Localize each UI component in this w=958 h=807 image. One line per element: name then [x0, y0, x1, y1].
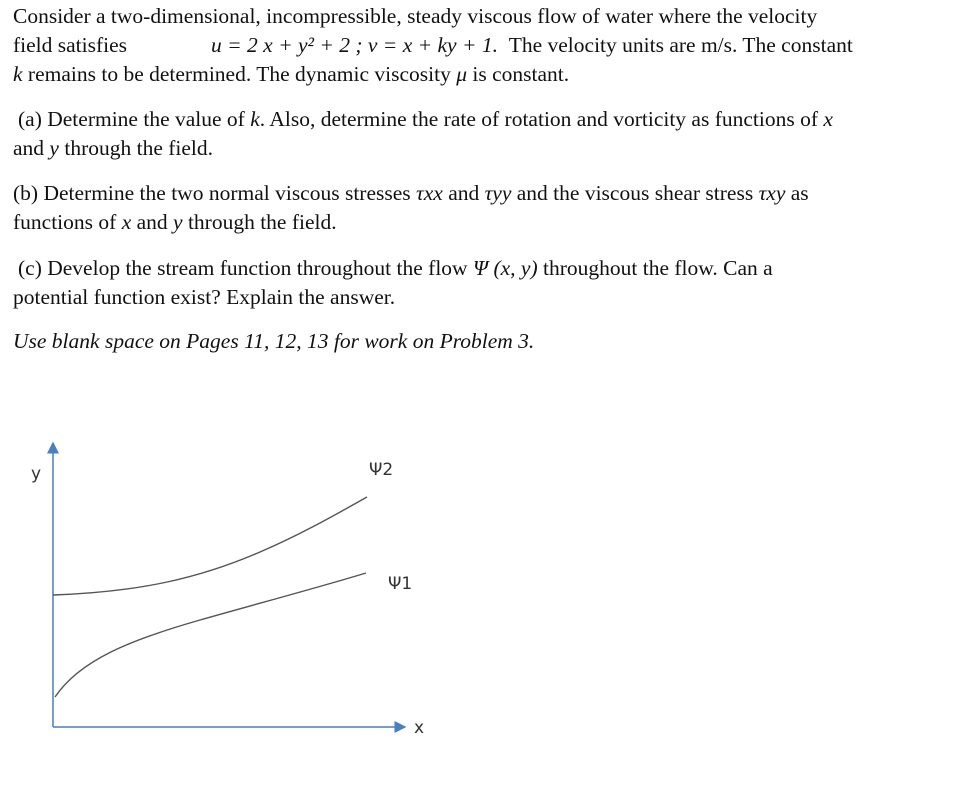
- part-c: (c) Develop the stream function throughout the flow Ψ (x, y) throughout the flow. Can a potential function exist? Explain the answer.: [13, 256, 773, 309]
- psi2-label: Ψ2: [369, 460, 394, 480]
- x-axis-label: x: [414, 718, 425, 738]
- intro-line-2-lead: field satisfies: [13, 33, 128, 57]
- intro-line-3: k remains to be determined. The dynamic viscosity μ is constant.: [13, 62, 570, 86]
- part-a: (a) Determine the value of k. Also, determine the rate of rotation and vorticity as functions of x and y through the field.: [13, 107, 833, 160]
- mu-symbol: μ: [456, 62, 468, 86]
- part-b: (b) Determine the two normal viscous stresses τxx and τyy and the viscous shear stress τxy as functions of x and y through the field.: [13, 181, 809, 234]
- k-symbol: k: [13, 62, 23, 86]
- psi1-label: Ψ1: [388, 574, 413, 594]
- y-axis-label: y: [31, 464, 42, 484]
- tau-yy: τyy: [484, 181, 512, 205]
- streamline-psi2: [53, 497, 367, 595]
- intro-line-2-tail: The velocity units are m/s. The constant: [508, 33, 853, 57]
- tau-xx: τxx: [416, 181, 443, 205]
- work-space-note: Use blank space on Pages 11, 12, 13 for work on Problem 3.: [13, 329, 535, 353]
- intro-line-1: Consider a two-dimensional, incompressible, steady viscous flow of water where the velocity: [13, 4, 818, 28]
- tau-xy: τxy: [758, 181, 786, 205]
- velocity-equation: u = 2 x + y² + 2 ; v = x + ky + 1.: [211, 33, 498, 57]
- stream-function-symbol: Ψ (x, y): [472, 256, 538, 280]
